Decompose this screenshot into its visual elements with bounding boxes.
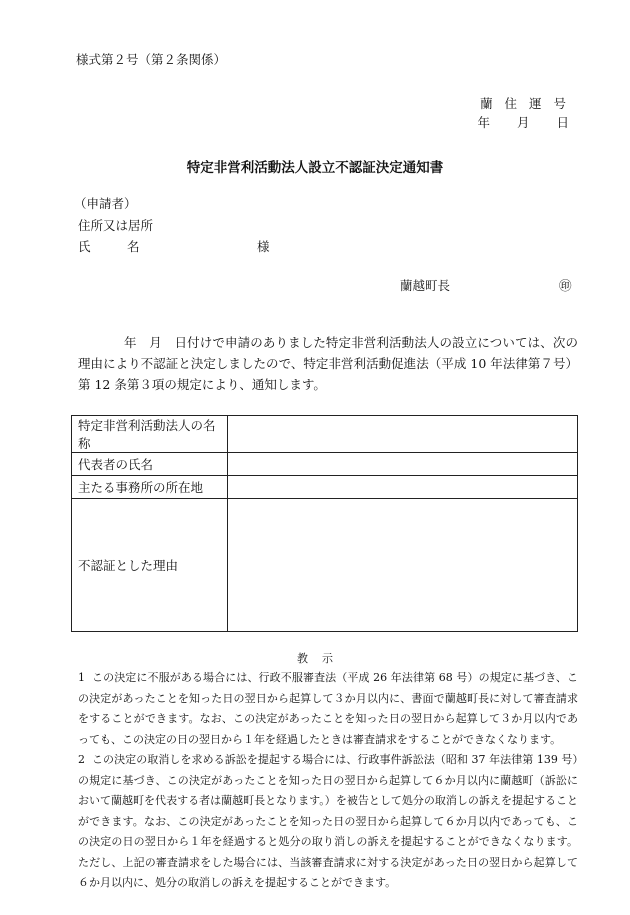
table-label-office-address: 主たる事務所の所在地 bbox=[72, 476, 228, 499]
document-title: 特定非営利活動法人設立不認証決定通知書 bbox=[186, 160, 444, 176]
table-row bbox=[72, 476, 578, 499]
body-text: 年 月 日付けで申請のありました特定非営利活動法人の設立については、次の理由により不認証と決定しましたので、特定非営利活動促進法（平成 10 年法律第７号）第 12 条第３項の規定により、通知します。 bbox=[78, 335, 578, 392]
form-number: 様式第２号（第２条関係） bbox=[76, 52, 227, 67]
date-month-label: 月 bbox=[516, 115, 531, 130]
table-row bbox=[72, 499, 578, 632]
info-table bbox=[71, 415, 578, 632]
notice-item-number: 2 bbox=[78, 753, 85, 766]
notice-heading: 教示 bbox=[297, 652, 347, 665]
table-value-representative bbox=[228, 453, 578, 476]
table-value-reason bbox=[228, 499, 578, 632]
document-date bbox=[477, 113, 570, 131]
table-row bbox=[72, 416, 578, 453]
issuer-name: 蘭越町長 bbox=[400, 278, 451, 293]
notice-item-2 bbox=[78, 750, 578, 894]
notice-item-text: この決定に不服がある場合には、行政不服審査法（平成 26 年法律第 68 号）の規定に基づき、この決定があったことを知った日の翌日から起算して３か月以内に、書面で蘭越町長に対して審査請求をすることができます。なお、この決定があったことを知った日の翌日から起算して３か月以内であっても、この決定の日の翌日から１年を経過したときは審査請求をすることができなくなります。 bbox=[78, 671, 578, 746]
notice-item-1 bbox=[78, 668, 578, 750]
applicant-name-label: 氏 名 bbox=[78, 239, 152, 254]
date-year-label: 年 bbox=[477, 115, 491, 130]
applicant-address-label: 住所又は居所 bbox=[78, 218, 154, 233]
date-day-label: 日 bbox=[556, 115, 570, 130]
applicant-honorific: 様 bbox=[257, 239, 270, 254]
table-value-corp-name bbox=[228, 416, 578, 453]
document-number: 蘭 住 運 号 bbox=[480, 96, 570, 111]
seal-mark: ㊞ bbox=[559, 278, 572, 293]
table-label-representative: 代表者の氏名 bbox=[72, 453, 228, 476]
applicant-heading: （申請者） bbox=[74, 196, 137, 211]
table-label-reason: 不認証とした理由 bbox=[72, 499, 228, 632]
table-value-office-address bbox=[228, 476, 578, 499]
notice-item-number: 1 bbox=[78, 671, 85, 684]
table-label-corp-name: 特定非営利活動法人の名称 bbox=[72, 416, 228, 453]
table-row bbox=[72, 453, 578, 476]
notice-item-text: この決定の取消しを求める訴訟を提起する場合には、行政事件訴訟法（昭和 37 年法律第 139 号）の規定に基づき、この決定があったことを知った日の翌日から起算して６か月以内に蘭越町（訴訟において蘭越町を代表する者は蘭越町長となります。）を被告として処分の取消しの訴えを提起することができます。なお、この決定があったことを知った日の翌日から起算して６か月以内であっても、この決定の日の翌日から１年を経過すると処分の取り消しの訴えを提起することができなくなります。ただし、上記の審査請求をした場合には、当該審査請求に対する決定があった日の翌日から起算して６か月以内に、処分の取消しの訴えを提起することができます。 bbox=[78, 753, 578, 889]
